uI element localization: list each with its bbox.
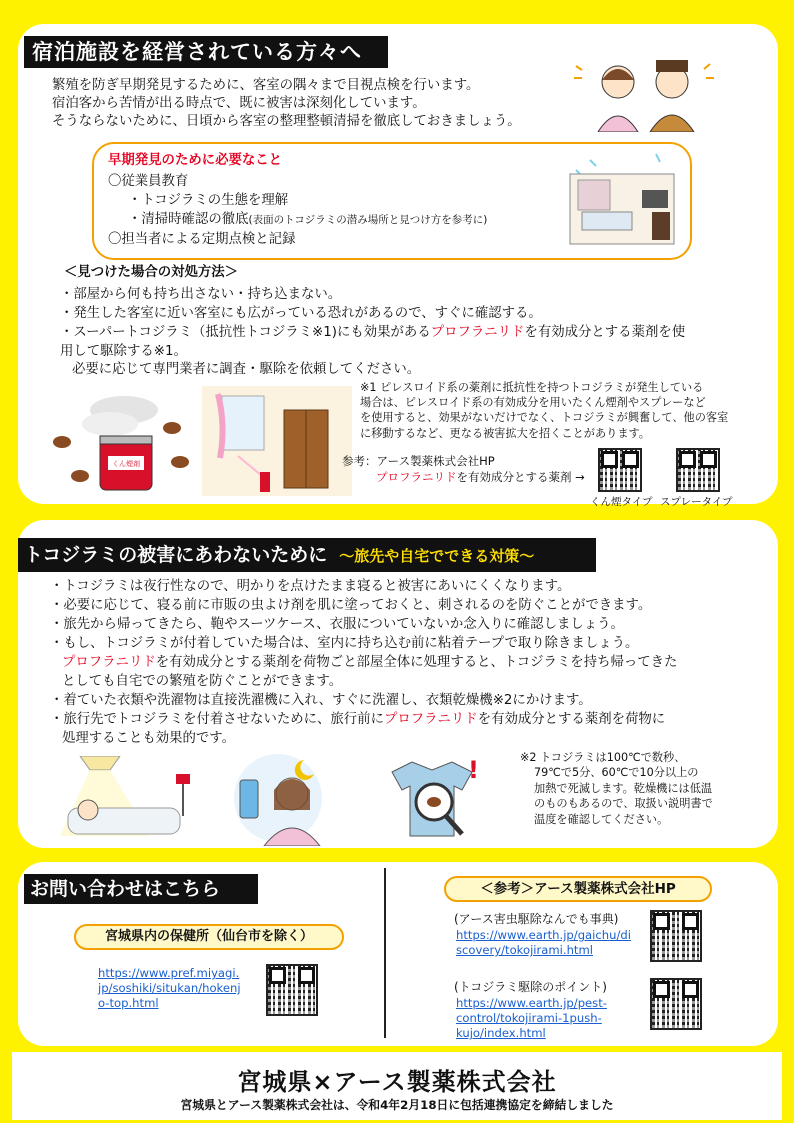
ref-label: 参考：アース製薬株式会社HP — [342, 454, 495, 468]
prevent-line-7: ・着ていた衣類や洗濯物は直接洗濯機に入れ、すぐに洗濯し、衣類乾燥機※2にかけます。 — [50, 693, 592, 708]
prevent-line-4: ・もし、トコジラミが付着していた場合は、室内に持ち込む前に粘着テープで取り除きましょう。 — [50, 636, 639, 651]
footer-subtitle: 宮城県とアース製薬株式会社は、令和4年2月18日に包括連携協定を締結しました — [180, 1098, 614, 1112]
intro-line-2: 宿泊客から苦情が出る時点で、既に被害は深刻化しています。 — [52, 96, 426, 111]
prevent-line-6: としても自宅での繁殖を防ぐことができます。 — [62, 674, 343, 689]
prevent-line-1: ・トコジラミは夜行性なので、明かりを点けたまま寝ると被害にあいにくくなります。 — [50, 579, 571, 594]
earth-dictionary-link[interactable]: https://www.earth.jp/gaichu/di scovery/tokojirami.html — [456, 928, 631, 958]
early-detection-heading: 早期発見のために必要なこと — [108, 153, 283, 168]
found-line-2: ・発生した客室に近い客室にも広がっている恐れがあるので、すぐに確認する。 — [60, 306, 542, 321]
spray-room-illustration — [202, 386, 352, 496]
early-item-1: 〇従業員教育 — [108, 174, 189, 189]
qr-code-earth-dictionary[interactable] — [650, 910, 702, 962]
section3-title: お問い合わせはこちら — [24, 874, 258, 904]
intro-line-3: そうならないために、日頃から客室の整理整頓清掃を徹底しておきましょう。 — [52, 114, 521, 129]
qr-code-health-center[interactable] — [266, 964, 318, 1016]
can-label: くん煙剤 — [112, 460, 140, 468]
qr-code-earth-bedbug-points[interactable] — [650, 978, 702, 1030]
fumigator-bedbug-illustration — [44, 390, 198, 496]
found-line-1: ・部屋から何も持ち出さない・持ち込まない。 — [60, 287, 342, 302]
early-sub-2: ・清掃時確認の徹底(表面のトコジラミの潜み場所と見つけ方を参考に) — [128, 212, 488, 227]
earth-bedbug-points-link[interactable]: https://www.earth.jp/pest- control/tokojirami-1push- kujo/index.html — [456, 996, 607, 1041]
ref-line: プロフラニリドを有効成分とする薬剤 → — [376, 470, 585, 484]
prevent-line-2: ・必要に応じて、寝る前に市販の虫よけ剤を肌に塗っておくと、刺されるのを防ぐことができます。 — [50, 598, 652, 613]
footer-banner — [12, 1052, 782, 1120]
earth-hp-label: ＜参考＞アース製薬株式会社HP — [444, 876, 712, 902]
prevent-line-8: ・旅行先でトコジラミを付着させないために、旅行前にプロフラニリドを有効成分とする薬剤を荷物に — [50, 712, 666, 727]
resistance-note: ※1 ピレスロイド系の薬剤に抵抗性を持つトコジラミが発生している 場合は、ピレスロイド系の有効成分を用いたくん煙剤やスプレーなど を使用すると、効果がないだけでなく、トコジラミが興奮して、他の客室 に移動するなど、更なる被害拡大を招くことがあります。 — [360, 381, 729, 440]
contact-divider — [384, 868, 386, 1038]
early-item-2: 〇担当者による定期点検と記録 — [108, 232, 296, 247]
footer-title: 宮城県×アース製薬株式会社 — [237, 1068, 557, 1096]
qr-code-fumigator[interactable] — [598, 448, 642, 492]
found-line-5: 必要に応じて専門業者に調査・駆除を依頼してください。 — [72, 362, 421, 377]
found-line-4: 用して駆除する※1。 — [60, 344, 187, 359]
hotel-room-illustration — [560, 150, 684, 250]
section2-title: トコジラミの被害にあわないために ～旅先や自宅でできる対策～ — [18, 538, 596, 572]
hotel-staff-illustration — [570, 52, 720, 132]
prevent-line-9: 処理することも効果的です。 — [62, 731, 236, 746]
found-line-3: ・スーパートコジラミ（抵抗性トコジラミ※1)にも効果があるプロフラニリドを有効成分とする薬剤を使 — [60, 325, 686, 340]
health-center-label: 宮城県内の保健所（仙台市を除く） — [74, 924, 344, 950]
earth-link2-caption: (トコジラミ駆除のポイント) — [454, 980, 607, 994]
earth-link1-caption: (アース害虫駆除なんでも事典) — [454, 912, 619, 926]
found-heading: ＜見つけた場合の対処方法＞ — [64, 265, 239, 280]
sleeping-with-light-illustration — [60, 756, 200, 840]
section1-title: 宿泊施設を経営されている方々へ — [24, 36, 388, 68]
qr-caption-spray: スプレータイプ — [660, 496, 733, 508]
qr-caption-fumigator: くん煙タイプ — [590, 496, 653, 508]
svg-text:!: ! — [468, 756, 479, 784]
prevent-line-5: プロフラニリドを有効成分とする薬剤を荷物ごと部屋全体に処理すると、トコジラミを持ち帰ってきた — [62, 655, 678, 670]
early-sub-1: ・トコジラミの生態を理解 — [128, 193, 289, 208]
qr-code-spray[interactable] — [676, 448, 720, 492]
intro-line-1: 繁殖を防ぎ早期発見するために、客室の隅々まで目視点検を行います。 — [52, 78, 480, 93]
shirt-magnifier-illustration — [382, 756, 482, 846]
insect-repellent-illustration — [218, 750, 338, 846]
prevent-line-3: ・旅先から帰ってきたら、鞄やスーツケース、衣服についていないか念入りに確認しましょう。 — [50, 617, 624, 632]
health-center-link[interactable]: https://www.pref.miyagi. jp/soshiki/situkan/hokenj o-top.html — [98, 966, 241, 1011]
heat-note: ※2 トコジラミは100℃で数秒、 79℃で5分、60℃で10分以上の 加熱で死滅します。乾燥機には低温 のものもあるので、取扱い説明書で 温度を確認してください。 — [520, 751, 713, 826]
